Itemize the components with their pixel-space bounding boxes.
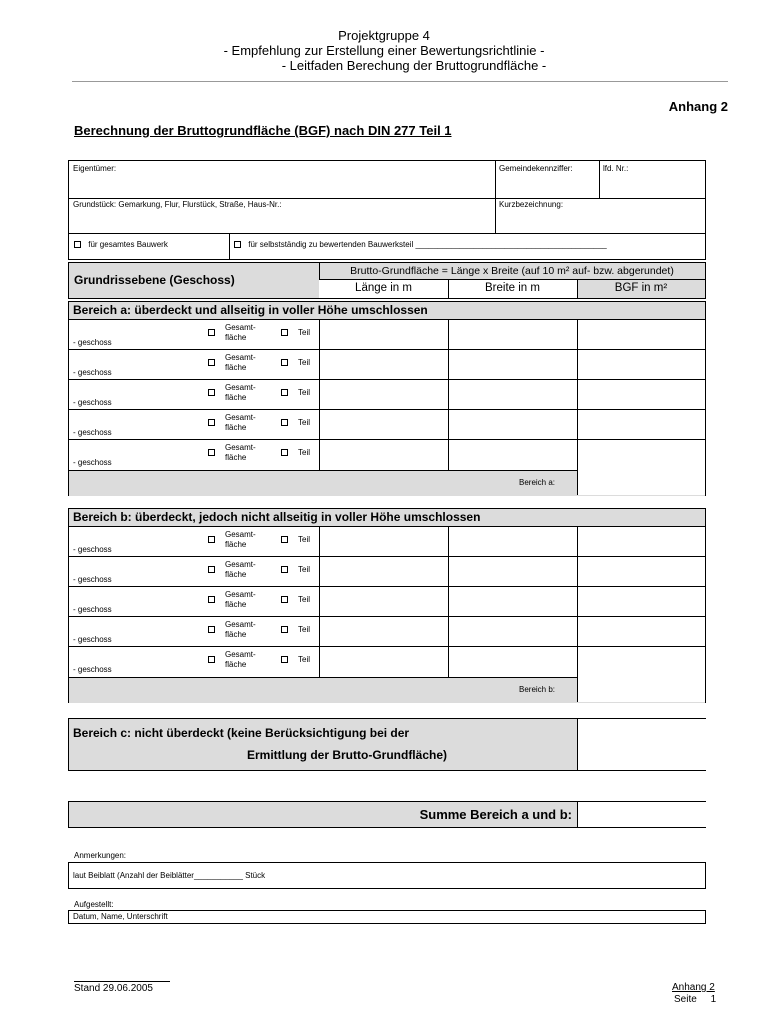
geschoss-label: - geschoss bbox=[73, 665, 112, 674]
checkbox-teil[interactable] bbox=[281, 596, 288, 603]
anmerkungen-label: Anmerkungen: bbox=[74, 851, 127, 860]
header-divider bbox=[72, 81, 728, 82]
checkbox-teil[interactable] bbox=[281, 626, 288, 633]
option-bauwerksteil[interactable] bbox=[234, 240, 607, 250]
teil-label: Teil bbox=[298, 535, 311, 544]
header-line-2: - Empfehlung zur Erstellung einer Bewertungsrichtlinie - bbox=[223, 43, 545, 58]
checkbox-gesamtes-bauwerk[interactable] bbox=[74, 241, 81, 248]
bauwerksteil-label: für selbstständig zu bewertenden Bauwerksteil ___________________________________________ bbox=[248, 240, 607, 249]
bereich-a-sum-cell[interactable] bbox=[578, 470, 705, 495]
teil-label: Teil bbox=[298, 625, 311, 634]
gesamtflaeche-label: Gesamt- fläche bbox=[225, 620, 256, 639]
bereich-a-title: Bereich a: überdeckt und allseitig in voller Höhe umschlossen bbox=[73, 303, 428, 317]
breite-header: Breite in m bbox=[485, 282, 540, 294]
bereich-c-value-cell[interactable] bbox=[577, 719, 706, 770]
bereich-b-title: Bereich b: überdeckt, jedoch nicht allseitig in voller Höhe umschlossen bbox=[73, 510, 481, 524]
checkbox-teil[interactable] bbox=[281, 656, 288, 663]
geschoss-label: - geschoss bbox=[73, 338, 112, 347]
option-gesamtes-bauwerk[interactable] bbox=[74, 240, 168, 250]
checkbox-teil[interactable] bbox=[281, 536, 288, 543]
geschoss-label: - geschoss bbox=[73, 575, 112, 584]
checkbox-gesamtflaeche[interactable] bbox=[208, 566, 215, 573]
geschoss-label: - geschoss bbox=[73, 605, 112, 614]
bereich-a-sum-label: Bereich a: bbox=[519, 478, 556, 487]
teil-label: Teil bbox=[298, 358, 311, 367]
teil-label: Teil bbox=[298, 448, 311, 457]
gesamtflaeche-label: Gesamt- fläche bbox=[225, 413, 256, 432]
aufgestellt-label: Aufgestellt: bbox=[74, 900, 114, 909]
checkbox-teil[interactable] bbox=[281, 359, 288, 366]
laenge-header: Länge in m bbox=[355, 282, 412, 294]
bereich-b-sum-label: Bereich b: bbox=[519, 685, 556, 694]
checkbox-teil[interactable] bbox=[281, 389, 288, 396]
eigentuemer-field[interactable]: Eigentümer: bbox=[73, 164, 117, 173]
teil-label: Teil bbox=[298, 565, 311, 574]
geschoss-label: - geschoss bbox=[73, 635, 112, 644]
anmerkungen-field[interactable] bbox=[68, 862, 706, 889]
gemeindekennziffer-field[interactable]: Gemeindekennziffer: bbox=[499, 164, 573, 173]
summe-value-cell[interactable] bbox=[577, 802, 706, 827]
anmerkungen-text: laut Beiblatt (Anzahl der Beiblätter___________ Stück bbox=[73, 871, 266, 880]
gesamtflaeche-label: Gesamt- fläche bbox=[225, 443, 256, 462]
kurzbezeichnung-field[interactable]: Kurzbezeichnung: bbox=[499, 200, 564, 209]
bereich-c-line-1: Bereich c: nicht überdeckt (keine Berücksichtigung bei der bbox=[73, 726, 410, 740]
gesamtflaeche-label: Gesamt- fläche bbox=[225, 353, 256, 372]
header-line-1: Projektgruppe 4 bbox=[338, 28, 430, 43]
teil-label: Teil bbox=[298, 655, 311, 664]
bereich-a-section bbox=[68, 301, 706, 496]
formula-header: Brutto-Grundfläche = Länge x Breite (auf 10 m² auf- bzw. abgerundet) bbox=[350, 265, 674, 277]
aufgestellt-text: Datum, Name, Unterschrift bbox=[73, 912, 168, 921]
teil-label: Teil bbox=[298, 418, 311, 427]
checkbox-gesamtflaeche[interactable] bbox=[208, 359, 215, 366]
geschoss-label: - geschoss bbox=[73, 545, 112, 554]
table-header bbox=[68, 262, 706, 299]
checkbox-teil[interactable] bbox=[281, 419, 288, 426]
checkbox-gesamtflaeche[interactable] bbox=[208, 596, 215, 603]
gesamtflaeche-label: Gesamt- fläche bbox=[225, 323, 256, 342]
bgf-header: BGF in m² bbox=[614, 282, 668, 294]
bereich-b-section bbox=[68, 508, 706, 703]
footer-stand: Stand 29.06.2005 bbox=[74, 983, 153, 994]
checkbox-gesamtflaeche[interactable] bbox=[208, 419, 215, 426]
checkbox-gesamtflaeche[interactable] bbox=[208, 449, 215, 456]
checkbox-gesamtflaeche[interactable] bbox=[208, 329, 215, 336]
bereich-c-line-2: Ermittlung der Brutto-Grundfläche) bbox=[247, 748, 447, 762]
checkbox-teil[interactable] bbox=[281, 566, 288, 573]
checkbox-teil[interactable] bbox=[281, 449, 288, 456]
summe-row bbox=[68, 801, 706, 828]
gesamtes-bauwerk-label: für gesamtes Bauwerk bbox=[88, 240, 168, 249]
summe-label: Summe Bereich a und b: bbox=[419, 807, 572, 822]
gesamtflaeche-label: Gesamt- fläche bbox=[225, 590, 256, 609]
geschoss-label: - geschoss bbox=[73, 428, 112, 437]
bereich-b-sum-cell[interactable] bbox=[578, 677, 705, 702]
geschoss-label: - geschoss bbox=[73, 458, 112, 467]
document-title: Berechnung der Bruttogrundfläche (BGF) nach DIN 277 Teil 1 bbox=[74, 123, 452, 138]
checkbox-gesamtflaeche[interactable] bbox=[208, 626, 215, 633]
footer-seite: Seite 1 bbox=[674, 994, 717, 1005]
gesamtflaeche-label: Gesamt- fläche bbox=[225, 560, 256, 579]
gesamtflaeche-label: Gesamt- fläche bbox=[225, 530, 256, 549]
info-block bbox=[68, 160, 706, 260]
checkbox-gesamtflaeche[interactable] bbox=[208, 536, 215, 543]
header-line-3: - Leitfaden Berechung der Bruttogrundfläche - bbox=[281, 58, 547, 73]
geschoss-label: - geschoss bbox=[73, 398, 112, 407]
footer-divider bbox=[74, 981, 170, 982]
teil-label: Teil bbox=[298, 388, 311, 397]
checkbox-bauwerksteil[interactable] bbox=[234, 241, 241, 248]
checkbox-gesamtflaeche[interactable] bbox=[208, 656, 215, 663]
gesamtflaeche-label: Gesamt- fläche bbox=[225, 383, 256, 402]
teil-label: Teil bbox=[298, 328, 311, 337]
lfd-nr-field[interactable]: lfd. Nr.: bbox=[603, 164, 629, 173]
grundstueck-field[interactable]: Grundstück: Gemarkung, Flur, Flurstück, Straße, Haus-Nr.: bbox=[73, 200, 282, 209]
checkbox-teil[interactable] bbox=[281, 329, 288, 336]
gesamtflaeche-label: Gesamt- fläche bbox=[225, 650, 256, 669]
checkbox-gesamtflaeche[interactable] bbox=[208, 389, 215, 396]
anhang-label: Anhang 2 bbox=[668, 99, 728, 114]
bereich-c-section bbox=[68, 718, 706, 771]
footer-anhang: Anhang 2 bbox=[672, 982, 715, 993]
aufgestellt-field[interactable] bbox=[68, 910, 706, 924]
geschoss-label: - geschoss bbox=[73, 368, 112, 377]
teil-label: Teil bbox=[298, 595, 311, 604]
grundrissebene-header: Grundrissebene (Geschoss) bbox=[74, 273, 235, 287]
